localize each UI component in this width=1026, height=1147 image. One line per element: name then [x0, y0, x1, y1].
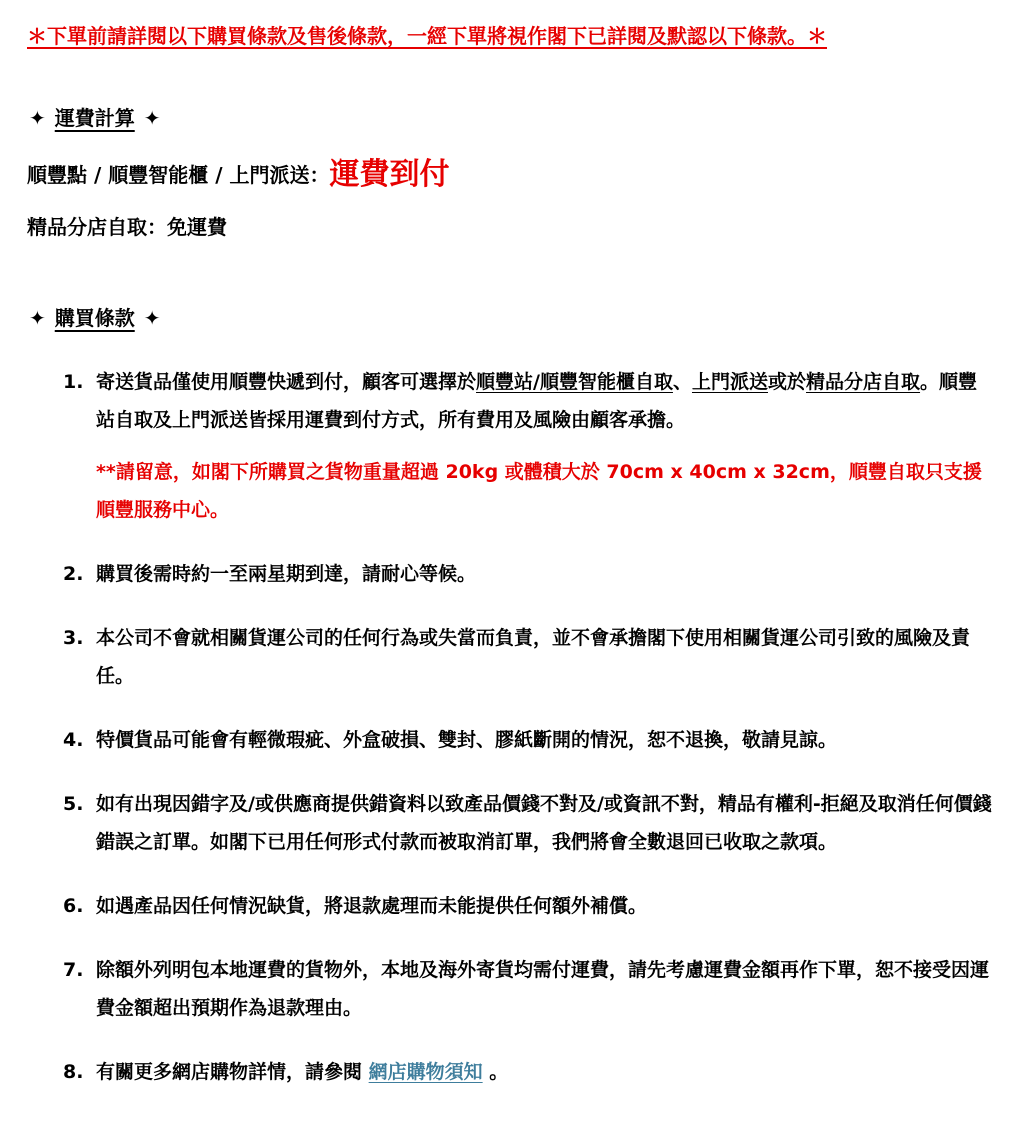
term-text: [96, 363, 992, 439]
term-text-underlined: 順豐站/順豐智能櫃自取: [476, 371, 673, 393]
term-text-segment: 。: [482, 1061, 509, 1083]
star-icon: ✦: [143, 106, 161, 130]
term-text-underlined: 上門派送: [691, 371, 768, 393]
terms-heading: [27, 302, 992, 331]
store-pickup-line: 精品分店自取：免運費: [27, 215, 227, 239]
terms-heading-title: 購買條款: [54, 306, 135, 330]
term-number: 4.: [63, 729, 84, 751]
term-item-4: [63, 721, 992, 759]
term-item-2: [63, 555, 992, 593]
term-text: 特價貨品可能會有輕微瑕疵、外盒破損、雙封、膠紙斷開的情況，恕不退換，敬請見諒。: [96, 729, 838, 751]
star-icon: ✦: [29, 106, 46, 130]
term-number: 6.: [63, 895, 84, 917]
term-number: 8.: [63, 1061, 84, 1083]
term-text: 除額外列明包本地運費的貨物外，本地及海外寄貨均需付運費，請先考慮運費金額再作下單，恕不接受因運費金額超出預期作為退款理由。: [96, 959, 990, 1019]
term-text-segment: 有關更多網店購物詳情，請參閱: [96, 1061, 369, 1083]
shipping-fee-highlight: 運費到付: [329, 157, 450, 192]
shipping-heading: [27, 102, 992, 131]
term-text-underlined: 精品分店自取: [806, 371, 921, 393]
term-text: 購買後需時約一至兩星期到達，請耐心等候。: [96, 563, 477, 585]
term-text: 如有出現因錯字及/或供應商提供錯資料以致產品價錢不對及/或資訊不對，精品有權利-拒絕及取消任何價錢錯誤之訂單。如閣下已用任何形式付款而被取消訂單，我們將會全數退回已收取之款項。: [96, 793, 992, 853]
shipping-methods-line: [27, 159, 992, 191]
term-body: [96, 363, 992, 529]
top-notice: ＊下單前請詳閱以下購買條款及售後條款，一經下單將視作閣下已詳閱及默認以下條款。＊: [27, 24, 827, 48]
shipping-heading-title: 運費計算: [54, 106, 135, 130]
term-item-8: [63, 1053, 992, 1091]
term-item-7: [63, 951, 992, 1027]
term-text-segment: 或於: [768, 371, 807, 393]
term-text: 如遇產品因任何情況缺貨，將退款處理而未能提供任何額外補償。: [96, 895, 648, 917]
star-icon: ✦: [143, 306, 161, 330]
term-number: 2.: [63, 563, 84, 585]
term-text-segment: 、: [672, 371, 692, 393]
term-text: 本公司不會就相關貨運公司的任何行為或失當而負責，並不會承擔閣下使用相關貨運公司引致的風險及責任。: [96, 627, 971, 687]
shipping-methods-text: 順豐點 / 順豐智能櫃 / 上門派送：: [27, 163, 330, 187]
term-number: 3.: [63, 627, 84, 649]
term-text-segment: 寄送貨品僅使用順豐快遞到付，顧客可選擇於: [96, 371, 477, 393]
term-item-3: [63, 619, 992, 695]
term-number: 7.: [63, 959, 84, 981]
term-number: 5.: [63, 793, 84, 815]
term-number: 1.: [63, 371, 84, 393]
term-text-segment: 。順豐站自取及上門派送皆採用運費到付方式，所有費用及風險由顧客承擔。: [96, 371, 978, 431]
term-item-5: [63, 785, 992, 861]
terms-list: [27, 363, 992, 1091]
weight-size-warning: **請留意，如閣下所購買之貨物重量超過 20kg 或體積大於 70cm x 40cm x 32cm，順豐自取只支援順豐服務中心。: [96, 461, 982, 521]
term-item-1: [63, 363, 992, 529]
term-body: [96, 1053, 992, 1091]
shop-guide-link[interactable]: 網店購物須知: [368, 1061, 483, 1083]
term-item-6: [63, 887, 992, 925]
star-icon: ✦: [29, 306, 46, 330]
